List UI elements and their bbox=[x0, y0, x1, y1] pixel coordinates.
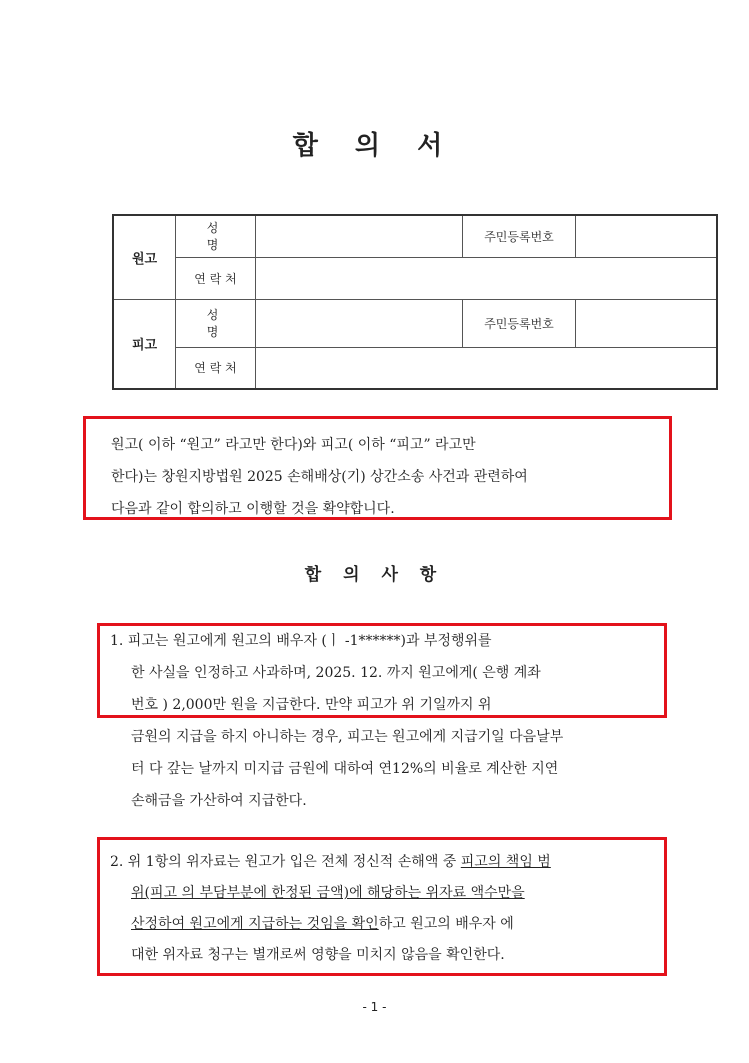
item1-line-2: 한 사실을 인정하고 사과하며, 2025. 12. 까지 원고에게( 은행 계좌 bbox=[131, 665, 541, 681]
defendant-label: 피고 bbox=[113, 299, 176, 389]
plaintiff-contact-value bbox=[256, 257, 718, 299]
intro-line-2: 한다)는 창원지방법원 2025 손해배상(기) 상간소송 사건과 관련하여 bbox=[111, 469, 528, 485]
plaintiff-name-value bbox=[256, 215, 463, 257]
plaintiff-label: 원고 bbox=[113, 215, 176, 299]
item2-line-2-underlined: 위(피고 의 부담부분에 한정된 금액) bbox=[131, 885, 350, 901]
item1-line-5: 터 다 갚는 날까지 미지급 금원에 대하여 연12%의 비율로 계산한 지연 bbox=[131, 761, 559, 777]
item2-line-3 bbox=[131, 913, 514, 933]
item2-line-2-text: 에 해당하는 위자료 액수만을 bbox=[349, 885, 525, 901]
item1-line-4: 금원의 지급을 하지 아니하는 경우, 피고는 원고에게 지급기일 다음날부 bbox=[131, 729, 564, 745]
item1-line-3: 번호 ) 2,000만 원을 지급한다. 만약 피고가 위 기일까지 위 bbox=[131, 697, 492, 713]
plaintiff-name-label: 성 명 bbox=[176, 215, 256, 257]
item2-line-2 bbox=[131, 882, 525, 902]
defendant-name-value bbox=[256, 299, 463, 347]
item2-line-3-underlined: 산정하여 원고에게 지급하는 것임을 확인 bbox=[131, 916, 379, 932]
plaintiff-contact-label: 연 락 처 bbox=[176, 257, 256, 299]
plaintiff-ssn-label: 주민등록번호 bbox=[463, 215, 576, 257]
item2-line-4: 대한 위자료 청구는 별개로써 영향을 미치지 않음을 확인한다. bbox=[131, 947, 505, 963]
defendant-name-label: 성 명 bbox=[176, 299, 256, 347]
item2-line-1 bbox=[110, 851, 551, 871]
defendant-ssn-value bbox=[576, 299, 718, 347]
page-number: - 1 - bbox=[362, 1000, 387, 1014]
intro-line-1: 원고( 이하 “원고” 라고만 한다)와 피고( 이하 “피고” 라고만 bbox=[111, 437, 476, 453]
item2-line-3-text: 하고 원고의 배우자 에 bbox=[378, 916, 514, 932]
parties-table bbox=[112, 214, 718, 390]
item2-line-1-text: 2. 위 1항의 위자료는 원고가 입은 전체 정신적 손해액 중 bbox=[110, 854, 461, 870]
defendant-contact-value bbox=[256, 347, 718, 389]
plaintiff-ssn-value bbox=[576, 215, 718, 257]
intro-line-3: 다음과 같이 합의하고 이행할 것을 확약합니다. bbox=[111, 501, 395, 517]
item2-line-1-underlined: 피고의 책임 범 bbox=[460, 854, 551, 870]
defendant-contact-label: 연 락 처 bbox=[176, 347, 256, 389]
item1-line-6: 손해금을 가산하여 지급한다. bbox=[131, 793, 307, 809]
section-subtitle: 합 의 사 항 bbox=[304, 565, 445, 585]
defendant-ssn-label: 주민등록번호 bbox=[463, 299, 576, 347]
document-title: 합 의 서 bbox=[292, 131, 457, 161]
item1-line-1: 1. 피고는 원고에게 원고의 배우자 (ㅣ -1******)과 부정행위를 bbox=[110, 633, 492, 649]
